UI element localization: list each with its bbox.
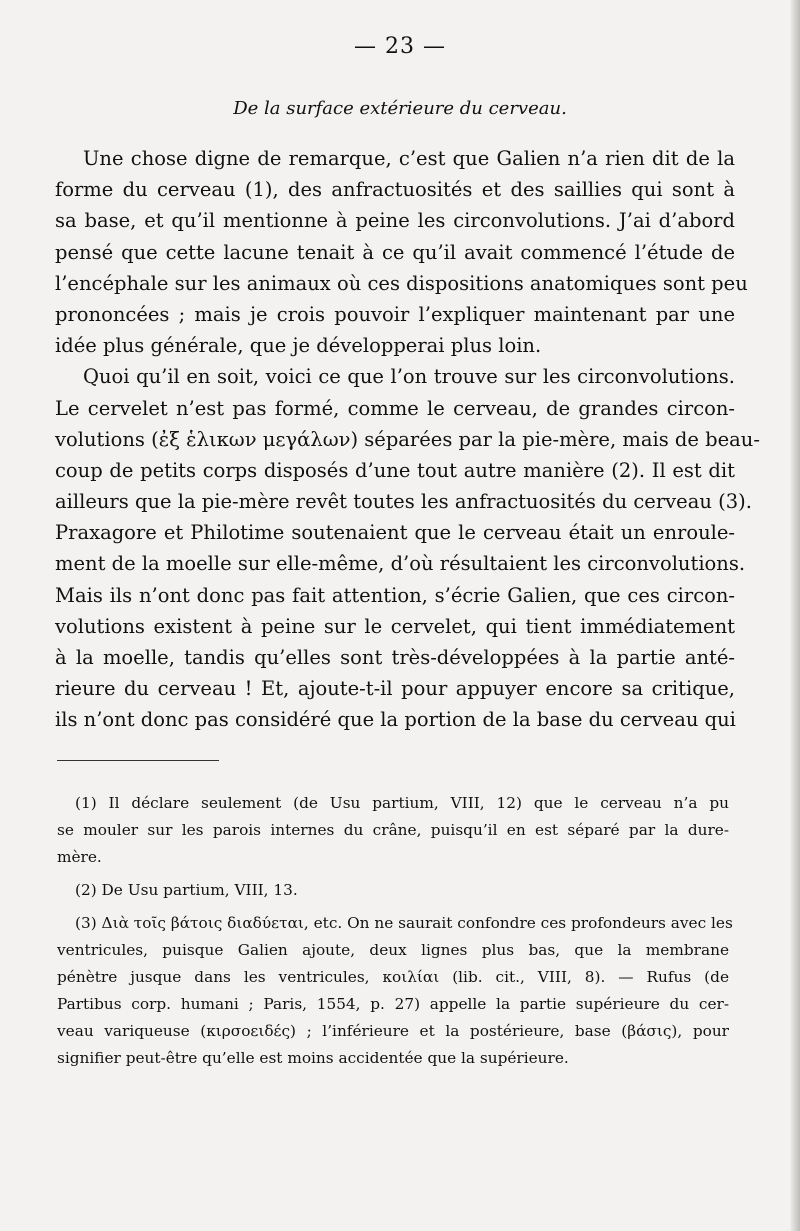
footnote-line: Partibus corp. humani ; Paris, 1554, p. 27) appelle la partie supérieure du cer-: [57, 995, 729, 1013]
body-line: l’encéphale sur les animaux où ces dispositions anatomiques sont peu: [55, 271, 748, 295]
body-line: prononcées ; mais je crois pouvoir l’expliquer maintenant par une: [55, 302, 735, 326]
body-line: rieure du cerveau ! Et, ajoute-t-il pour appuyer encore sa critique,: [55, 677, 735, 701]
body-line: ils n’ont donc pas considéré que la portion de la base du cerveau qui: [55, 708, 736, 732]
body-line: volutions (ἐξ ἑλικων μεγάλων) séparées par la pie-mère, mais de beau-: [55, 427, 760, 451]
section-title: De la surface extérieure du cerveau.: [233, 98, 567, 119]
footnote-divider: [57, 760, 219, 761]
body-line: ment de la moelle sur elle-même, d’où résultaient les circonvolutions.: [55, 552, 746, 576]
footnote-line: mère.: [57, 848, 102, 866]
body-line: pensé que cette lacune tenait à ce qu’il avait commencé l’étude de: [55, 240, 735, 264]
body-line: coup de petits corps disposés d’une tout autre manière (2). Il est dit: [55, 458, 735, 482]
body-text: [55, 143, 760, 736]
page-number: — 23 —: [354, 34, 446, 59]
body-line: volutions existent à peine sur le cervelet, qui tient immédiatement: [55, 614, 735, 638]
body-line: Le cervelet n’est pas formé, comme le cerveau, de grandes circon-: [55, 396, 735, 420]
footnote-line: (1) Il déclare seulement (de Usu partium, VIII, 12) que le cerveau n’a pu: [75, 794, 729, 812]
page-edge-shadow: [790, 0, 800, 1231]
footnote-line: veau variqueuse (κιρσοειδές) ; l’inférieure et la postérieure, base (βάσις), pour: [57, 1022, 729, 1040]
body-line: à la moelle, tandis qu’elles sont très-développées à la partie anté-: [55, 646, 735, 669]
footnote-line: (2) De Usu partium, VIII, 13.: [75, 881, 298, 899]
footnote-3: [57, 910, 733, 1072]
footnote-line: ventricules, puisque Galien ajoute, deux lignes plus bas, que la membrane: [57, 941, 729, 959]
body-line: Quoi qu’il en soit, voici ce que l’on trouve sur les circonvolutions.: [83, 365, 735, 389]
body-line: sa base, et qu’il mentionne à peine les circonvolutions. J’ai d’abord: [55, 209, 735, 233]
footnotes: [57, 790, 733, 1072]
footnote-line: se mouler sur les parois internes du crâne, puisqu’il en est séparé par la dure-: [57, 821, 729, 839]
footnote-line: signifier peut-être qu’elle est moins accidentée que la supérieure.: [57, 1049, 569, 1067]
footnote-2: [57, 877, 729, 904]
footnote-line: pénètre jusque dans les ventricules, κοιλίαι (lib. cit., VIII, 8). — Rufus (de: [57, 968, 729, 986]
footnote-1: [57, 790, 729, 871]
footnote-line: (3) Διὰ τοῖς βάτοις διαδύεται, etc. On ne saurait confondre ces profondeurs avec les: [75, 914, 733, 932]
body-line: ailleurs que la pie-mère revêt toutes les anfractuosités du cerveau (3).: [55, 490, 752, 514]
body-line: Mais ils n’ont donc pas fait attention, s’écrie Galien, que ces circon-: [55, 583, 735, 607]
body-line: Praxagore et Philotime soutenaient que le cerveau était un enroule-: [55, 521, 735, 545]
body-line: idée plus générale, que je développerai plus loin.: [55, 334, 542, 358]
body-line: Une chose digne de remarque, c’est que Galien n’a rien dit de la: [83, 147, 735, 170]
body-line: forme du cerveau (1), des anfractuosités et des saillies qui sont à: [55, 178, 735, 202]
